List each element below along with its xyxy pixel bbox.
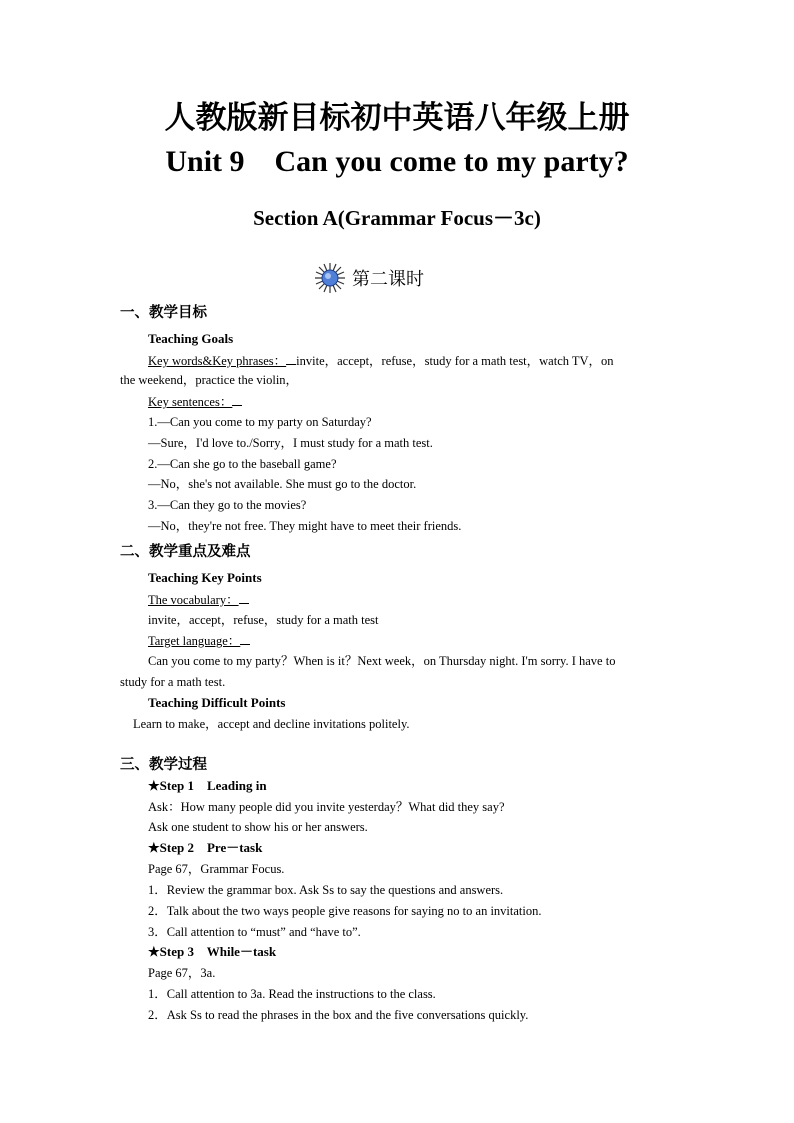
- key-words-line: [148, 350, 614, 371]
- label-teaching-goals: Teaching Goals: [148, 331, 234, 346]
- step-2-line: 2．Talk about the two ways people give reasons for saying no to an invitation.: [148, 904, 542, 918]
- key-words-list: invite，accept，refuse，study for a math test，watch TV，on: [296, 354, 614, 368]
- target-language-continued: study for a math test.: [120, 675, 226, 689]
- sentence-line: —No，they're not free. They might have to meet their friends.: [148, 519, 462, 533]
- step-2-line: Page 67，Grammar Focus.: [148, 862, 285, 876]
- step-1-line: Ask：How many people did you invite yesterday？What did they say?: [148, 800, 505, 814]
- vocabulary-label: The vocabulary：: [148, 593, 239, 607]
- step-3-heading: ★Step 3 While－task: [148, 944, 277, 959]
- heading-teaching-goals: 一、教学目标: [120, 305, 207, 321]
- vocabulary-list: invite，accept，refuse，study for a math test: [148, 613, 379, 627]
- step-2-heading: ★Step 2 Pre－task: [148, 840, 263, 855]
- target-language-line: [148, 630, 250, 651]
- vocabulary-line: [148, 589, 249, 610]
- sentence-line: 1.—Can you come to my party on Saturday?: [148, 415, 372, 429]
- sentence-line: 2.—Can she go to the baseball game?: [148, 457, 337, 471]
- key-words-continued: the weekend，practice the violin，: [120, 373, 299, 387]
- step-3-line: 2．Ask Ss to read the phrases in the box and the five conversations quickly.: [148, 1008, 529, 1022]
- heading-teaching-process: 三、教学过程: [120, 757, 207, 773]
- underline-blank: [232, 391, 242, 406]
- sentence-line: 3.—Can they go to the movies?: [148, 498, 307, 512]
- key-words-label: Key words&Key phrases：: [148, 354, 287, 368]
- sun-icon: [314, 262, 346, 294]
- step-2-line: 1．Review the grammar box. Ask Ss to say the questions and answers.: [148, 883, 504, 897]
- target-language-label: Target language：: [148, 634, 241, 648]
- section-subtitle: Section A(Grammar Focus－3c): [253, 206, 541, 230]
- target-language-text: Can you come to my party？When is it？Next week，on Thursday night. I'm sorry. I have to: [148, 654, 616, 668]
- title-unit: Unit 9 Can you come to my party?: [165, 145, 629, 178]
- underline-blank: [286, 350, 296, 365]
- underline-blank: [239, 589, 249, 604]
- key-sentences-line: [148, 391, 242, 412]
- lesson-text: 第二课时: [352, 269, 424, 290]
- label-teaching-difficult-points: Teaching Difficult Points: [148, 695, 286, 710]
- underline-blank: [240, 630, 250, 645]
- label-teaching-key-points: Teaching Key Points: [148, 570, 262, 585]
- heading-key-points: 二、教学重点及难点: [120, 544, 251, 560]
- step-3-line: Page 67，3a.: [148, 966, 216, 980]
- difficult-points-text: Learn to make，accept and decline invitations politely.: [133, 717, 410, 731]
- sentence-line: —No，she's not available. She must go to the doctor.: [148, 477, 417, 491]
- step-3-line: 1．Call attention to 3a. Read the instructions to the class.: [148, 987, 436, 1001]
- sentence-line: —Sure，I'd love to./Sorry，I must study for a math test.: [148, 436, 433, 450]
- step-1-line: Ask one student to show his or her answers.: [148, 820, 368, 834]
- step-2-line: 3．Call attention to “must” and “have to”.: [148, 925, 361, 939]
- lesson-label: [314, 262, 424, 294]
- step-1-heading: ★Step 1 Leading in: [148, 778, 267, 793]
- key-sentences-label: Key sentences：: [148, 395, 233, 409]
- title-chinese: 人教版新目标初中英语八年级上册: [164, 100, 630, 136]
